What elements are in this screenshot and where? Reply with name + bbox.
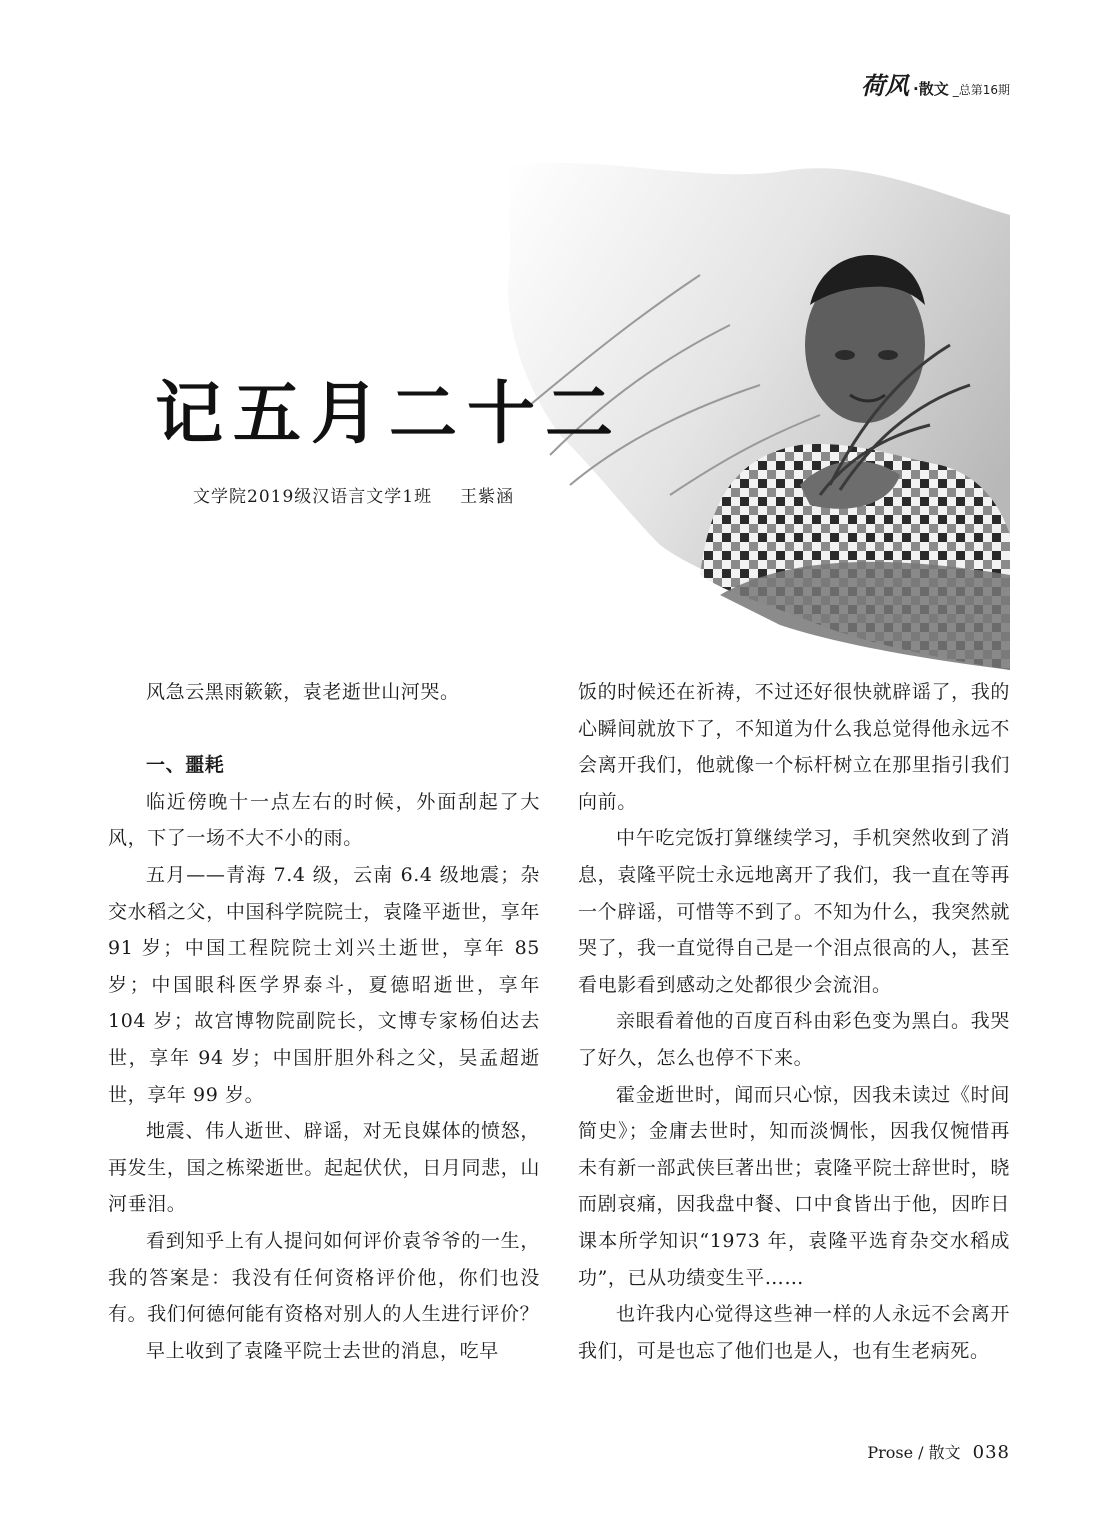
magazine-logo: 荷风 xyxy=(861,71,910,100)
paragraph: 霍金逝世时，闻而只心惊，因我未读过《时间简史》；金庸去世时，知而淡惆怅，因我仅惋惜再未有新一部武侠巨著出世；袁隆平院士辞世时，晓而剧哀痛，因我盘中餐、口中食皆出于他，因昨日课本所学知识“1973 年，袁隆平选育杂交水稻成功”，已从功绩变生平…… xyxy=(578,1083,1010,1289)
author-affiliation: 文学院2019级汉语言文学1班 xyxy=(193,487,433,507)
paragraph: 早上收到了袁隆平院士去世的消息，吃早 xyxy=(146,1339,499,1362)
right-column xyxy=(578,674,1010,1369)
section-label: ·散文 xyxy=(913,80,949,98)
footer-section-label: Prose / 散文 xyxy=(867,1443,961,1462)
paragraph: 临近傍晚十一点左右的时候，外面刮起了大风，下了一场不大不小的雨。 xyxy=(108,790,540,850)
opening-couplet: 风急云黑雨簌簌，袁老逝世山河哭。 xyxy=(146,681,460,703)
paragraph-continued: 饭的时候还在祈祷，不过还好很快就辟谣了，我的心瞬间就放下了，不知道为什么我总觉得他永远不会离开我们，他就像一个标杆树立在那里指引我们向前。 xyxy=(578,681,1010,813)
section-heading: 一、噩耗 xyxy=(146,754,225,777)
page-footer xyxy=(867,1440,1010,1463)
paragraph: 中午吃完饭打算继续学习，手机突然收到了消息，袁隆平院士永远地离开了我们，我一直在等再一个辟谣，可惜等不到了。不知为什么，我突然就哭了，我一直觉得自己是一个泪点很高的人，甚至看电影看到感动之处都很少会流泪。 xyxy=(578,827,1010,996)
byline xyxy=(193,482,514,507)
issue-label: _总第16期 xyxy=(952,83,1010,97)
page-number: 038 xyxy=(972,1442,1010,1463)
paragraph: 也许我内心觉得这些神一样的人永远不会离开我们，可是也忘了他们也是人，也有生老病死。 xyxy=(578,1303,1010,1362)
paragraph: 看到知乎上有人提问如何评价袁爷爷的一生，我的答案是：我没有任何资格评价他，你们也没有。我们何德何能有资格对别人的人生进行评价？ xyxy=(108,1229,540,1326)
paragraph: 五月——青海 7.4 级，云南 6.4 级地震；杂交水稻之父，中国科学院院士，袁隆平逝世，享年 91 岁；中国工程院院士刘兴土逝世，享年 85 岁；中国眼科医学界泰斗，夏德昭逝世，享年 104 岁；故宫博物院副院长，文博专家杨伯达去世，享年 94 岁；中国肝胆外科之父，吴孟超逝世，享年 99 岁。 xyxy=(108,863,540,1106)
paragraph: 地震、伟人逝世、辟谣，对无良媒体的愤怒，再发生，国之栋梁逝世。起起伏伏，日月同悲，山河垂泪。 xyxy=(108,1120,540,1216)
author-name: 王紫涵 xyxy=(460,487,515,507)
running-header xyxy=(861,66,1010,101)
left-column xyxy=(108,674,540,1369)
paragraph: 亲眼看着他的百度百科由彩色变为黑白。我哭了好久，怎么也停不下来。 xyxy=(578,1010,1010,1069)
article-title: 记五月二十二 xyxy=(155,374,624,454)
